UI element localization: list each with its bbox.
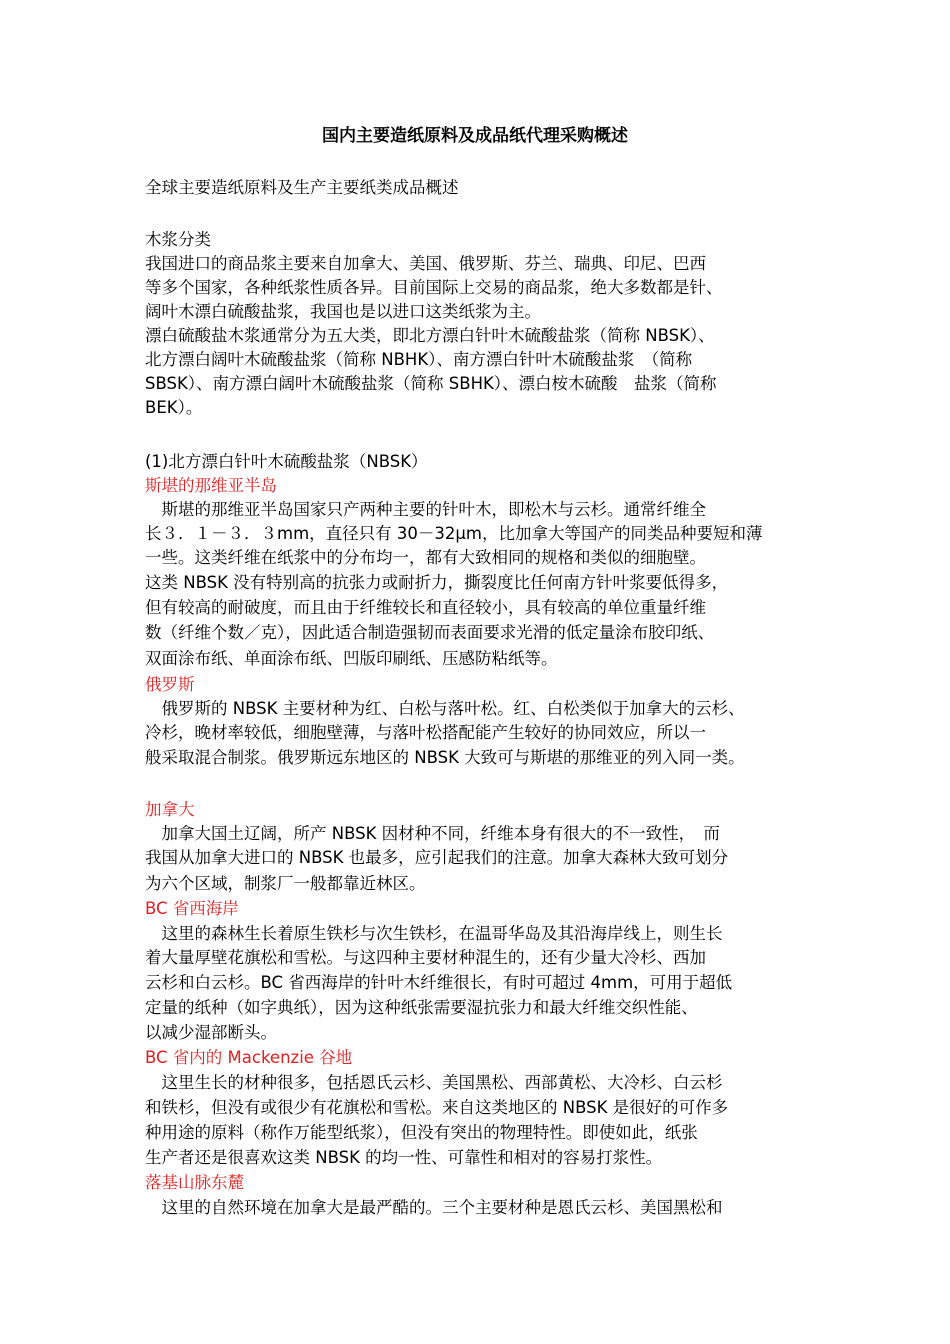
paragraph-line: 数（纤维个数／克），因此适合制造强韧而表面要求光滑的低定量涂布胶印纸、 xyxy=(145,623,715,642)
paragraph-line: 这里的森林生长着原生铁杉与次生铁杉，在温哥华岛及其沿海岸线上，则生长 xyxy=(145,924,723,943)
paragraph-line: 长３．１－３．３mm，直径只有 30－32μm，比加拿大等国产的同类品种要短和薄 xyxy=(145,524,763,543)
paragraph-line: 加拿大国土辽阔，所产 NBSK 因材种不同，纤维本身有很大的不一致性， 而 xyxy=(145,824,720,843)
region-heading-rockies-east: 落基山脉东麓 xyxy=(145,1173,244,1192)
paragraph-line: 和铁杉，但没有或很少有花旗松和雪松。来自这类地区的 NBSK 是很好的可作多 xyxy=(145,1098,729,1117)
paragraph-line: 俄罗斯的 NBSK 主要材种为红、白松与落叶松。红、白松类似于加拿大的云杉、 xyxy=(145,699,745,718)
paragraph-line: 以减少湿部断头。 xyxy=(145,1023,277,1042)
paragraph-line: 阔叶木漂白硫酸盐浆，我国也是以进口这类纸浆为主。 xyxy=(145,302,541,321)
subsection-heading-nbsk: (1)北方漂白针叶木硫酸盐浆（NBSK） xyxy=(145,452,428,471)
paragraph-line: 这类 NBSK 没有特别高的抗张力或耐折力，撕裂度比任何南方针叶浆要低得多， xyxy=(145,573,729,592)
paragraph-line: 北方漂白阔叶木硫酸盐浆（简称 NBHK）、南方漂白针叶木硫酸盐浆 （简称 xyxy=(145,350,693,369)
paragraph-line: 斯堪的那维亚半岛国家只产两种主要的针叶木，即松木与云杉。通常纤维全 xyxy=(145,500,706,519)
region-heading-scandinavia: 斯堪的那维亚半岛 xyxy=(145,476,277,495)
subsection-heading-pulp-classification: 木浆分类 xyxy=(145,230,211,249)
paragraph-line: 着大量厚壁花旗松和雪松。与这四种主要材种混生的，还有少量大冷杉、西加 xyxy=(145,948,706,967)
document-title: 国内主要造纸原料及成品纸代理采购概述 xyxy=(322,126,628,146)
region-heading-russia: 俄罗斯 xyxy=(145,675,195,694)
section-heading-global: 全球主要造纸原料及生产主要纸类成品概述 xyxy=(145,178,459,197)
region-heading-canada: 加拿大 xyxy=(145,800,195,819)
paragraph-line: SBSK）、南方漂白阔叶木硫酸盐浆（简称 SBHK）、漂白桉木硫酸 盐浆（简称 xyxy=(145,374,717,393)
paragraph-line: 冷杉，晚材率较低，细胞壁薄，与落叶松搭配能产生较好的协同效应，所以一 xyxy=(145,723,706,742)
paragraph-line: 云杉和白云杉。BC 省西海岸的针叶木纤维很长，有时可超过 4mm，可用于超低 xyxy=(145,973,733,992)
paragraph-line: 一些。这类纤维在纸浆中的分布均一，都有大致相同的规格和类似的细胞壁。 xyxy=(145,548,706,567)
paragraph-line: 漂白硫酸盐木浆通常分为五大类，即北方漂白针叶木硫酸盐浆（简称 NBSK）、 xyxy=(145,326,715,345)
paragraph-line: 定量的纸种（如字典纸），因为这种纸张需要湿抗张力和最大纤维交织性能、 xyxy=(145,998,698,1017)
paragraph-line: 等多个国家，各种纸浆性质各异。目前国际上交易的商品浆，绝大多数都是针、 xyxy=(145,278,723,297)
paragraph-line: 这里生长的材种很多，包括恩氏云杉、美国黑松、西部黄松、大冷杉、白云杉 xyxy=(145,1073,723,1092)
region-heading-bc-west-coast: BC 省西海岸 xyxy=(145,899,239,918)
paragraph-line: 但有较高的耐破度，而且由于纤维较长和直径较小，具有较高的单位重量纤维 xyxy=(145,598,706,617)
paragraph-line: 种用途的原料（称作万能型纸浆），但没有突出的物理特性。即使如此，纸张 xyxy=(145,1123,698,1142)
region-heading-bc-mackenzie: BC 省内的 Mackenzie 谷地 xyxy=(145,1048,353,1067)
paragraph-line: 双面涂布纸、单面涂布纸、凹版印刷纸、压感防粘纸等。 xyxy=(145,649,558,668)
paragraph-line: BEK）。 xyxy=(145,398,203,417)
paragraph-line: 我国从加拿大进口的 NBSK 也最多，应引起我们的注意。加拿大森林大致可划分 xyxy=(145,848,729,867)
paragraph-line: 般采取混合制浆。俄罗斯远东地区的 NBSK 大致可与斯堪的那维亚的列入同一类。 xyxy=(145,748,745,767)
paragraph-line: 生产者还是很喜欢这类 NBSK 的均一性、可靠性和相对的容易打浆性。 xyxy=(145,1148,663,1167)
paragraph-line: 为六个区域，制浆厂一般都靠近林区。 xyxy=(145,874,426,893)
paragraph-line: 这里的自然环境在加拿大是最严酷的。三个主要材种是恩氏云杉、美国黑松和 xyxy=(145,1198,723,1217)
paragraph-line: 我国进口的商品浆主要来自加拿大、美国、俄罗斯、芬兰、瑞典、印尼、巴西 xyxy=(145,254,706,273)
